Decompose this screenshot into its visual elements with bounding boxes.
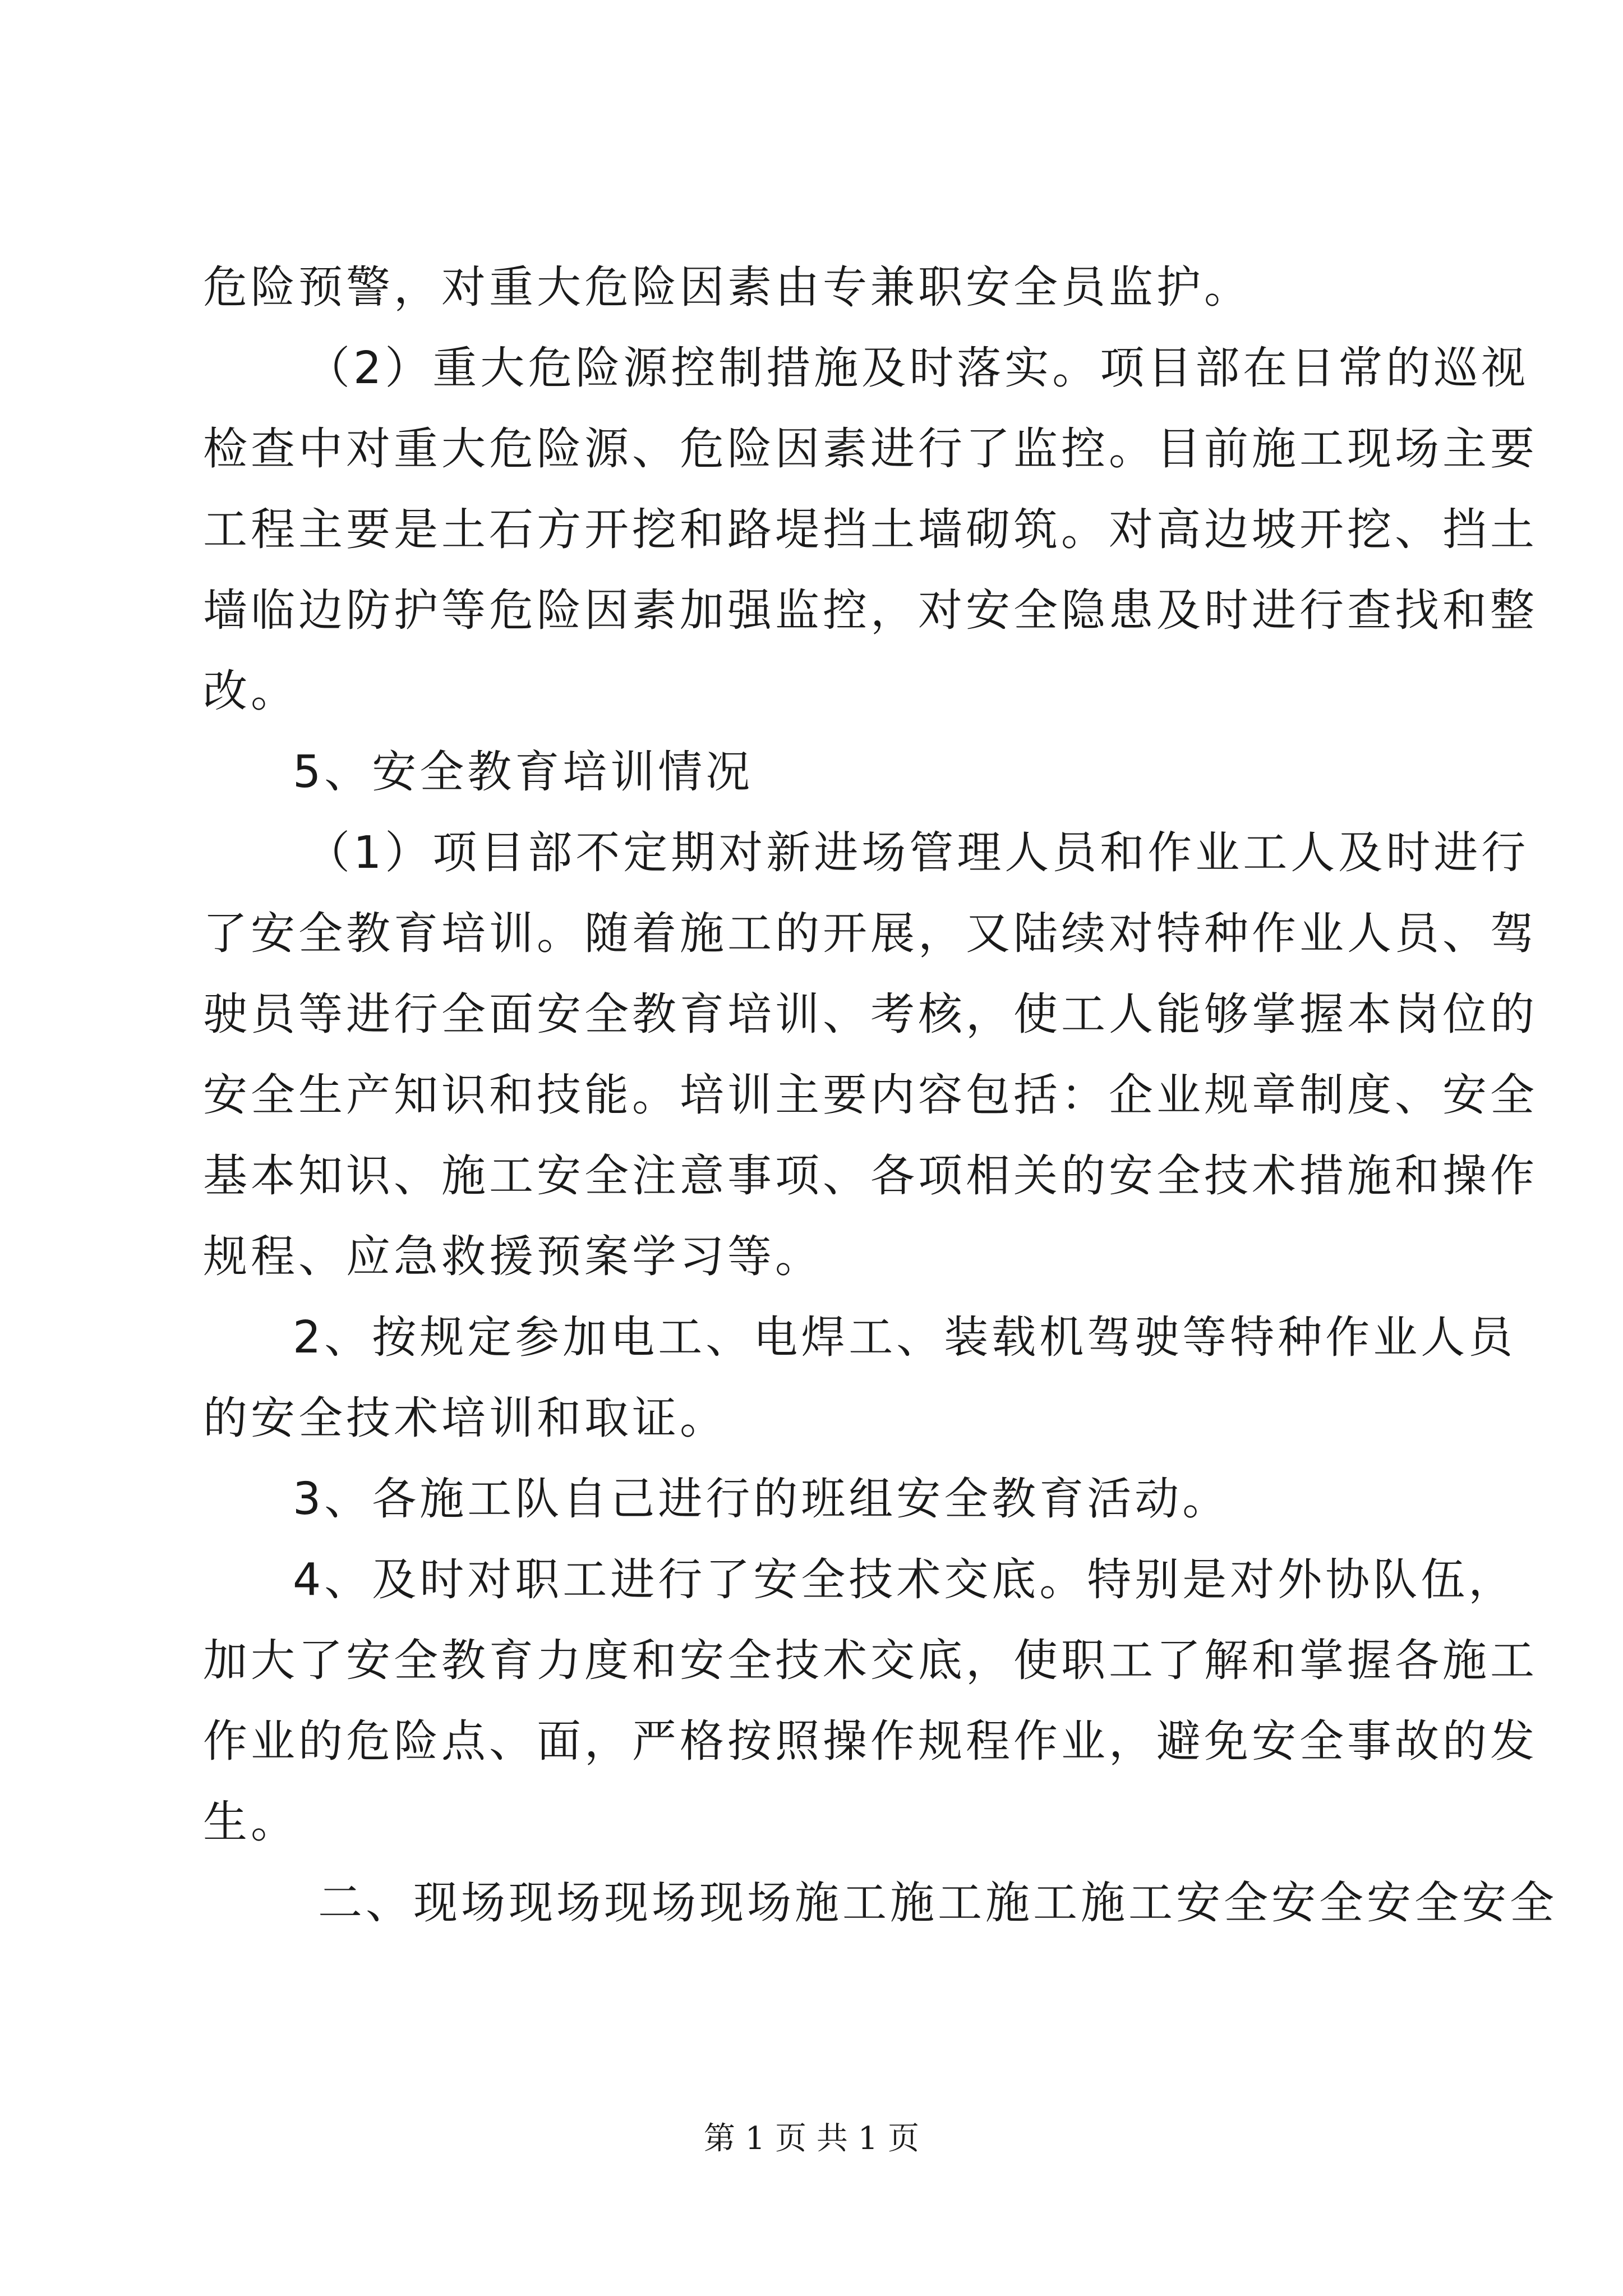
text-line: 生。 (203, 1796, 298, 1848)
text-line: 4、及时对职工进行了安全技术交底。特别是对外协队伍， (293, 1554, 1516, 1605)
page-number: 第 1 页 共 1 页 (703, 2120, 920, 2157)
text-line: 规程、应急救援预案学习等。 (203, 1231, 823, 1282)
body-text (203, 247, 1557, 1943)
text-line: 改。 (203, 665, 298, 717)
text-line: 工程主要是土石方开挖和路堤挡土墙砌筑。对高边坡开挖、挡土 (203, 504, 1538, 555)
section-heading: 5、安全教育培训情况 (293, 746, 754, 798)
text-line: 基本知识、施工安全注意事项、各项相关的安全技术措施和操作 (203, 1150, 1538, 1202)
text-line: 2、按规定参加电工、电焊工、装载机驾驶等特种作业人员 (293, 1312, 1516, 1363)
text-line: 3、各施工队自己进行的班组安全教育活动。 (293, 1473, 1230, 1525)
text-line: 危险预警，对重大危险因素由专兼职安全员监护。 (203, 261, 1252, 313)
text-line: 驶员等进行全面安全教育培训、考核，使工人能够掌握本岗位的 (203, 988, 1538, 1040)
text-line: （2）重大危险源控制措施及时落实。项目部在日常的巡视 (306, 342, 1529, 394)
text-line: 了安全教育培训。随着施工的开展，又陆续对特种作业人员、驾 (203, 908, 1538, 959)
text-line: 墙临边防护等危险因素加强监控，对安全隐患及时进行查找和整 (203, 585, 1538, 636)
section-heading: 二、现场现场现场现场施工施工施工施工安全安全安全安全 (318, 1877, 1557, 1929)
text-line: 作业的危险点、面，严格按照操作规程作业，避免安全事故的发 (203, 1715, 1538, 1767)
text-line: 加大了安全教育力度和安全技术交底，使职工了解和掌握各施工 (203, 1635, 1538, 1686)
text-line: 安全生产知识和技能。培训主要内容包括：企业规章制度、安全 (203, 1069, 1538, 1121)
text-line: （1）项目部不定期对新进场管理人员和作业工人及时进行 (306, 827, 1529, 878)
text-line: 检查中对重大危险源、危险因素进行了监控。目前施工现场主要 (203, 423, 1538, 475)
text-line: 的安全技术培训和取证。 (203, 1392, 727, 1444)
